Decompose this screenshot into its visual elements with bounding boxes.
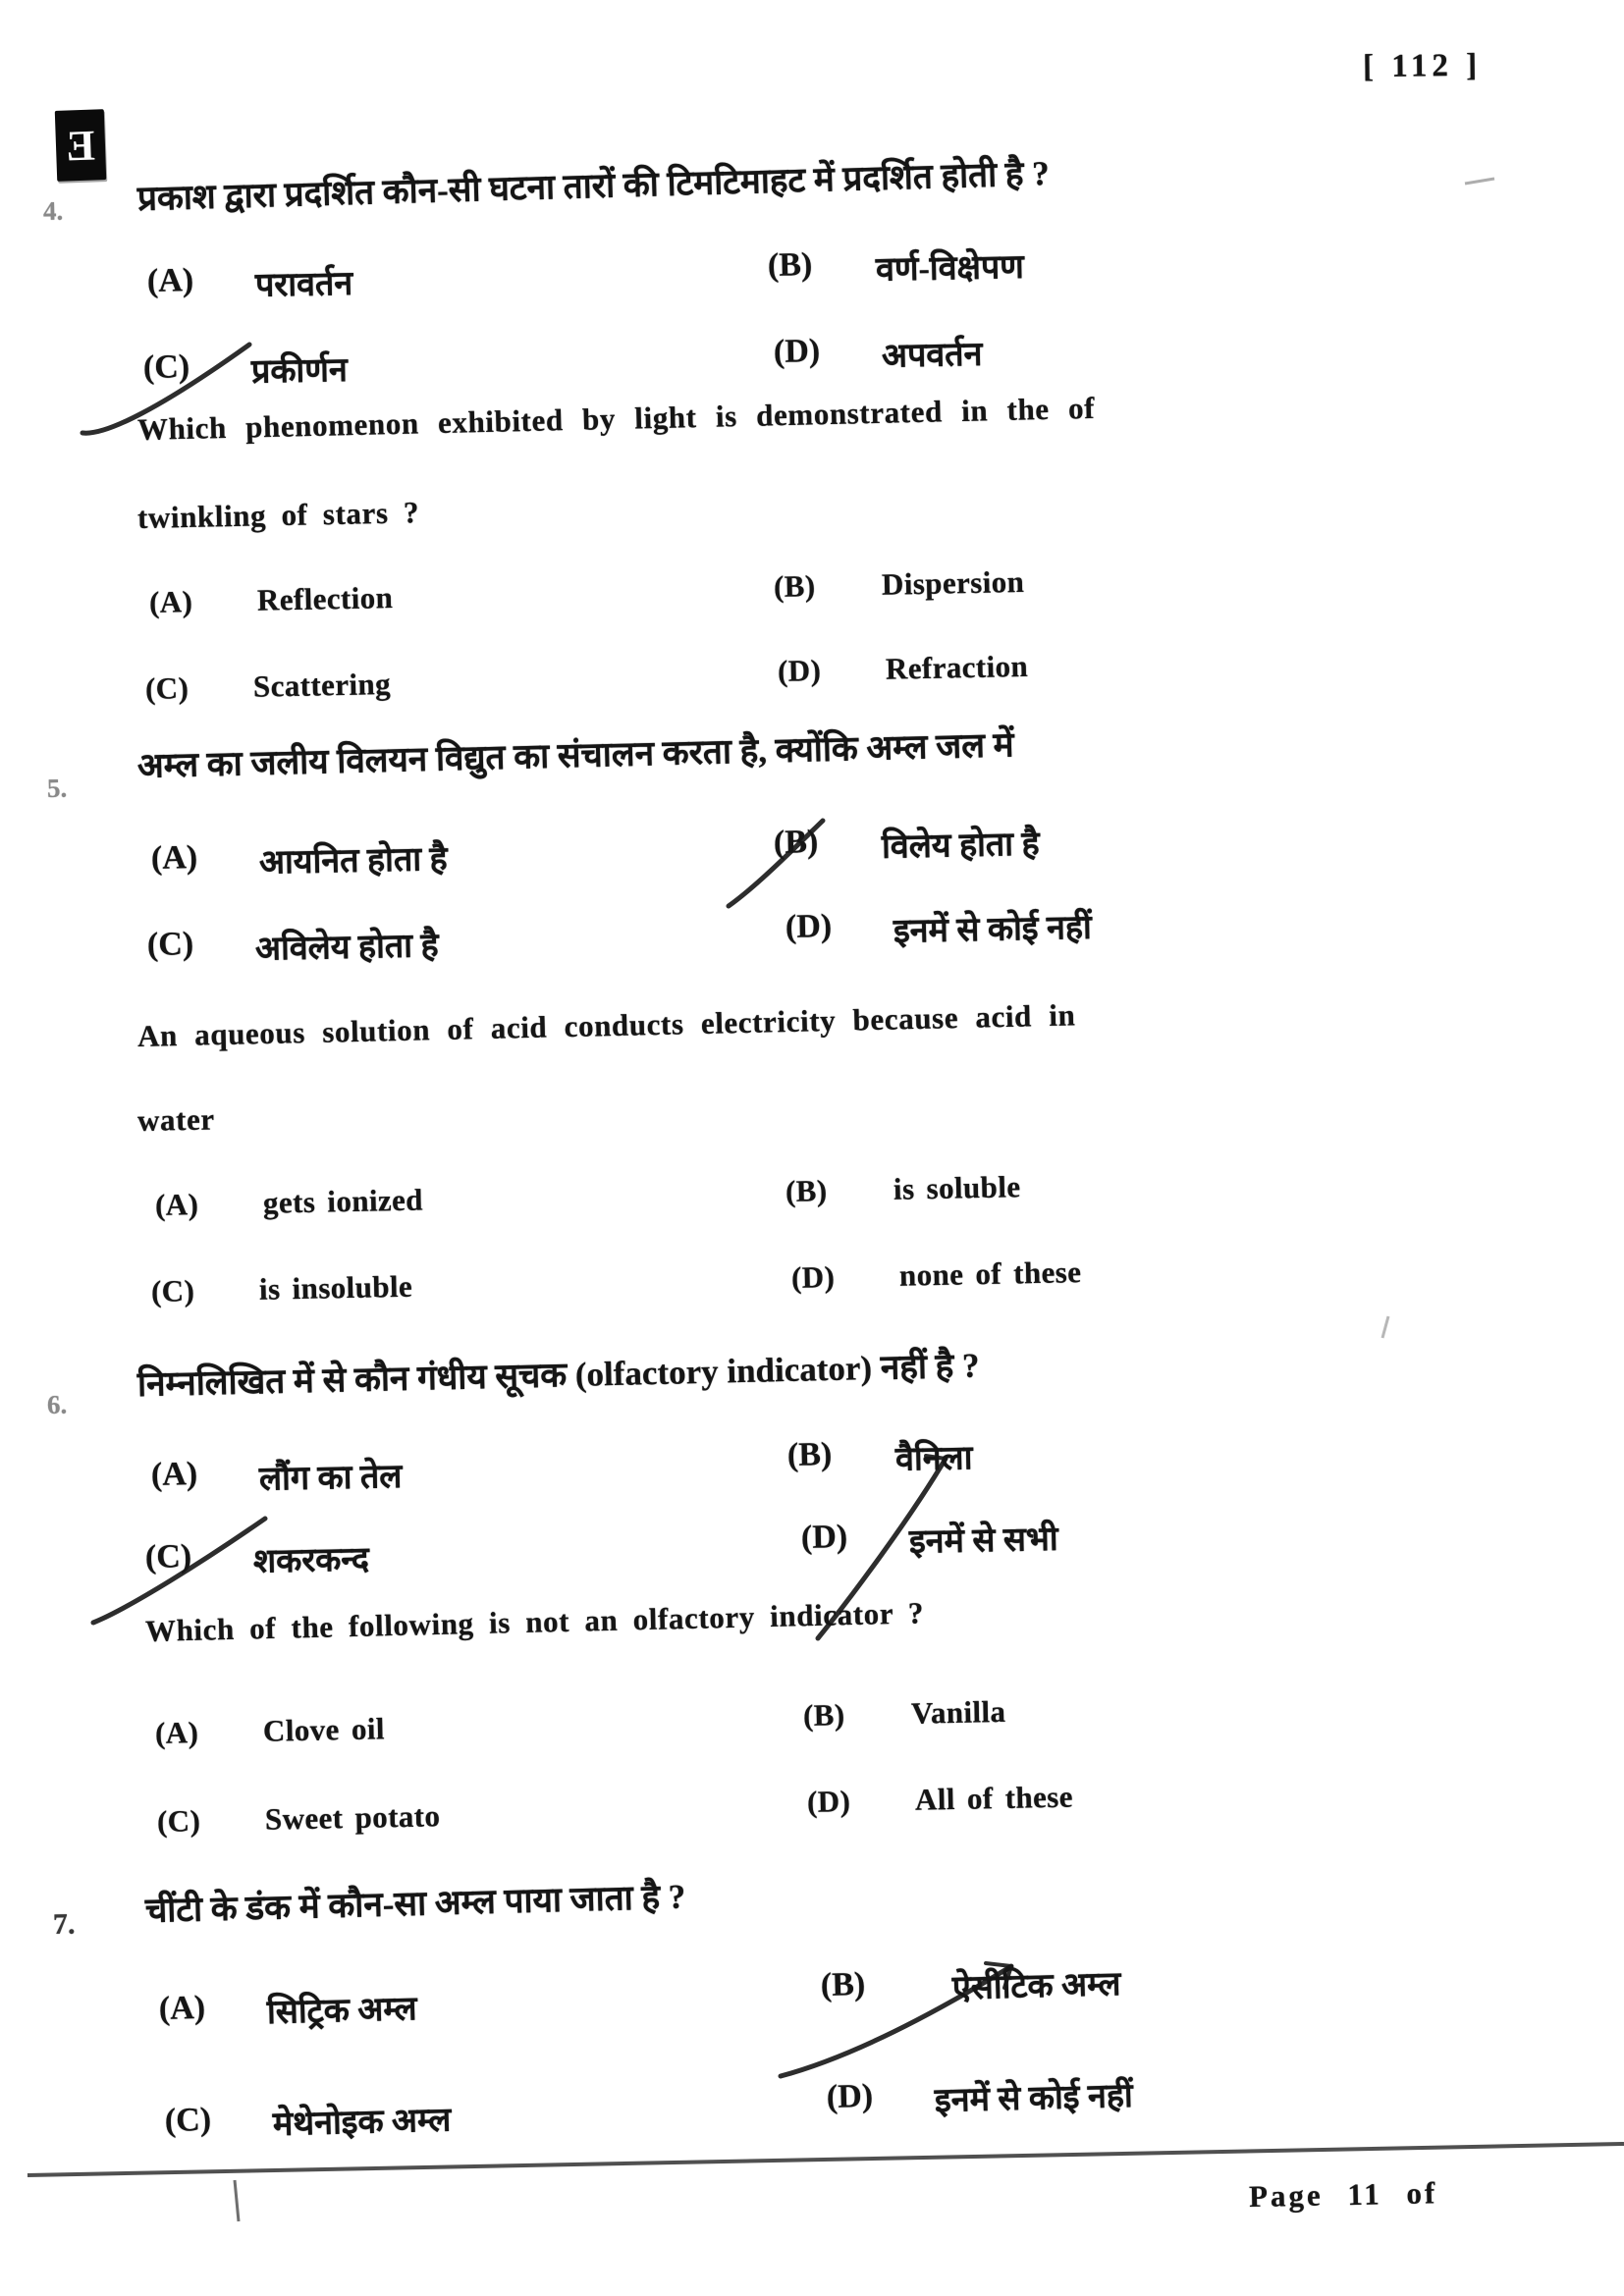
option-text: प्रकीर्णन: [250, 351, 349, 391]
option-a-hindi: [158, 1984, 417, 2036]
option-text: लौंग का तेल: [258, 1458, 403, 1498]
option-label: (C): [144, 1538, 192, 1575]
option-label: (A): [158, 1989, 206, 2027]
option-d-hindi: [801, 1515, 1058, 1565]
option-b-hindi: [768, 242, 1025, 293]
option-c-english: [151, 1269, 413, 1309]
question-text-english: Which of the following is not an olfactory indicator ?: [144, 1595, 925, 1648]
option-c-hindi: [145, 1534, 370, 1584]
option-text: is soluble: [893, 1169, 1021, 1206]
option-label: (C): [144, 670, 189, 706]
option-label: (D): [790, 1259, 836, 1295]
page-header-number: [ 112 ]: [1362, 47, 1483, 84]
option-text: आयनित होता है: [258, 840, 448, 881]
option-a-english: [149, 580, 394, 620]
option-b-hindi: [787, 1433, 973, 1482]
option-d-hindi: [826, 2071, 1133, 2124]
option-label: (D): [777, 653, 822, 688]
option-text: Vanilla: [910, 1693, 1006, 1731]
option-text: All of these: [914, 1779, 1074, 1817]
option-text: Reflection: [256, 580, 394, 617]
option-c-english: [145, 667, 392, 707]
stray-mark: [1465, 179, 1494, 184]
option-label: (C): [146, 926, 194, 963]
question-text-english: water: [136, 1101, 216, 1138]
question-text-hindi: अम्ल का जलीय विलयन विद्युत का संचालन करता है, क्योंकि अम्ल जल में: [136, 725, 1015, 785]
option-a-english: [155, 1183, 424, 1223]
option-label: (C): [156, 1803, 201, 1839]
option-a-hindi: [151, 834, 448, 885]
option-d-english: [807, 1780, 1074, 1820]
option-b-hindi: [774, 820, 1040, 870]
option-label: (D): [806, 1784, 851, 1819]
option-label: (C): [164, 2101, 212, 2139]
scan-tick-mark: [235, 2180, 239, 2221]
option-text: अपवर्तन: [881, 336, 983, 375]
option-d-hindi: [785, 903, 1093, 954]
option-text: विलेय होता है: [881, 826, 1040, 866]
question-text-english: Which phenomenon exhibited by light is demonstrated in the of: [136, 390, 1096, 447]
option-label: (B): [786, 1436, 833, 1473]
option-label: (B): [773, 568, 816, 604]
option-label: (D): [826, 2077, 874, 2115]
option-label: (B): [802, 1697, 845, 1733]
stray-mark: [1382, 1316, 1388, 1338]
option-label: (A): [150, 839, 198, 877]
option-text: इनमें से कोई नहीं: [934, 2077, 1134, 2120]
option-text: परावर्तन: [254, 265, 353, 304]
option-text: वर्ण-विक्षेपण: [875, 248, 1025, 289]
question-number: 4.: [42, 195, 64, 226]
page-footer: Page 11 of: [1248, 2175, 1438, 2214]
question-text-english: An aqueous solution of acid conducts electricity because acid in: [136, 997, 1076, 1053]
option-b-hindi: [820, 1959, 1121, 2012]
question-number: 5.: [46, 773, 68, 803]
option-label: (D): [773, 333, 821, 370]
option-text: ऐसीटिक अम्ल: [951, 1966, 1121, 2007]
footer-divider-line: [27, 2144, 1624, 2175]
option-label: (B): [767, 246, 813, 284]
option-text: gets ionized: [262, 1182, 424, 1220]
option-label: (A): [148, 584, 193, 619]
option-label: (D): [800, 1519, 848, 1556]
option-label: (C): [142, 348, 190, 386]
option-a-english: [155, 1711, 386, 1751]
option-label: (B): [773, 824, 819, 861]
option-text: सिट्रिक अम्ल: [266, 1991, 418, 2032]
option-text: Scattering: [252, 666, 392, 704]
question-number: 7.: [52, 1907, 76, 1941]
option-b-english: [785, 1169, 1021, 1209]
option-text: वैनिला: [894, 1440, 973, 1478]
option-text: Clove oil: [262, 1711, 386, 1748]
option-label: (B): [785, 1173, 828, 1208]
option-c-hindi: [147, 921, 439, 972]
option-text: इनमें से कोई नहीं: [893, 909, 1093, 950]
option-text: Sweet potato: [264, 1798, 441, 1837]
option-text: शकरकन्द: [252, 1541, 370, 1580]
option-label: (A): [154, 1187, 199, 1222]
corner-glyph: Ǝ: [65, 121, 96, 170]
question-text-hindi: चींटी के डंक में कौन-सा अम्ल पाया जाता है ?: [144, 1877, 686, 1930]
option-text: Refraction: [885, 648, 1029, 686]
option-label: (A): [146, 262, 194, 299]
option-text: Dispersion: [881, 563, 1025, 602]
option-text: none of these: [898, 1255, 1082, 1293]
option-b-english: [803, 1694, 1006, 1734]
option-c-hindi: [143, 346, 349, 395]
option-d-english: [778, 649, 1029, 689]
option-a-hindi: [151, 1452, 403, 1502]
option-d-hindi: [774, 330, 983, 379]
option-c-hindi: [164, 2095, 451, 2148]
question-number: 6.: [46, 1389, 68, 1419]
option-a-hindi: [147, 259, 353, 308]
option-label: (A): [154, 1715, 199, 1750]
option-text: मेथेनोइक अम्ल: [272, 2102, 452, 2144]
option-b-english: [774, 564, 1025, 605]
option-text: is insoluble: [258, 1268, 413, 1307]
question-text-hindi: प्रकाश द्वारा प्रदर्शित कौन-सी घटना तारों की टिमटिमाहट में प्रदर्शित होती है ?: [136, 154, 1051, 218]
option-label: (A): [150, 1456, 198, 1493]
option-label: (D): [785, 908, 833, 945]
question-text-english: twinkling of stars ?: [136, 495, 420, 535]
option-c-english: [157, 1798, 441, 1840]
corner-scan-mark: [55, 109, 106, 182]
option-text: अविलेय होता है: [254, 928, 439, 968]
option-text: इनमें से सभी: [908, 1521, 1058, 1561]
option-label: (C): [150, 1273, 195, 1308]
option-d-english: [791, 1255, 1082, 1296]
option-label: (B): [820, 1965, 866, 2003]
question-text-hindi: निम्नलिखित में से कौन गंधीय सूचक (olfactory indicator) नहीं है ?: [136, 1346, 980, 1404]
